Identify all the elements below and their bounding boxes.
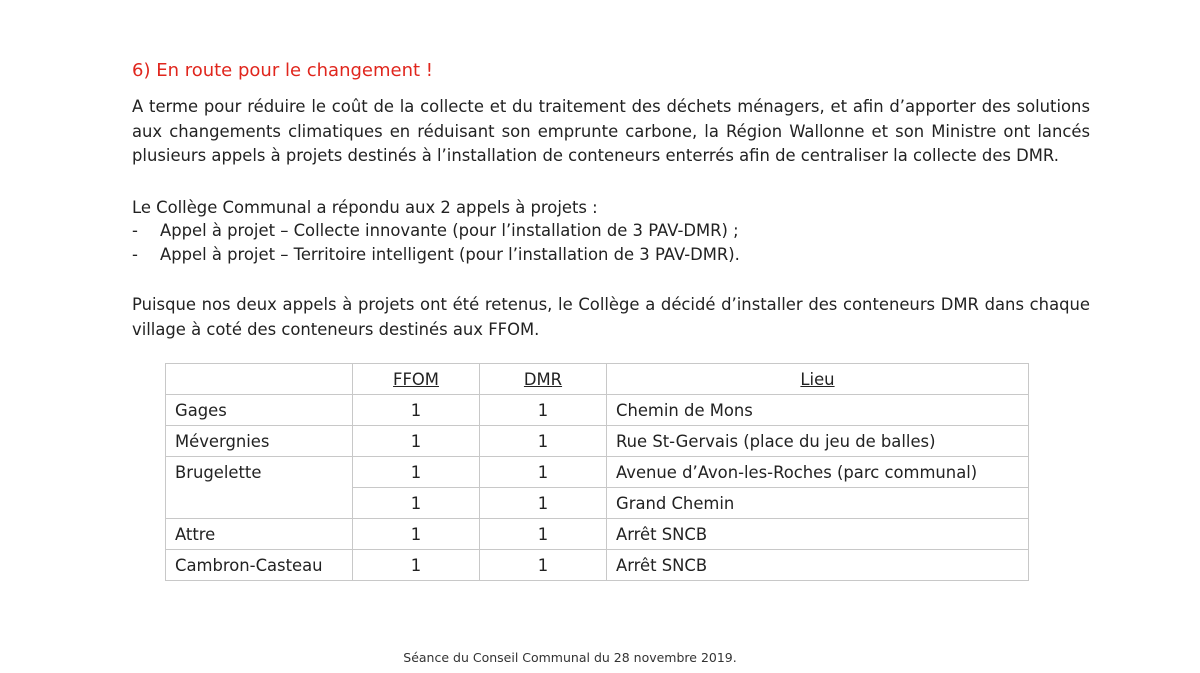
cell-ffom: 1 (353, 395, 480, 426)
cell-village: Brugelette (166, 457, 353, 519)
header-village (166, 364, 353, 395)
cell-lieu: Arrêt SNCB (607, 519, 1029, 550)
table-row (166, 519, 1029, 550)
cell-dmr: 1 (480, 488, 607, 519)
bullet-dash: - (132, 245, 138, 264)
bullet-item (132, 243, 740, 268)
table-header-row (166, 364, 1029, 395)
cell-lieu: Rue St-Gervais (place du jeu de balles) (607, 426, 1029, 457)
bullet-text: Appel à projet – Territoire intelligent (pour l’installation de 3 PAV-DMR). (160, 245, 740, 264)
cell-lieu: Chemin de Mons (607, 395, 1029, 426)
table-row (166, 426, 1029, 457)
section-heading: 6) En route pour le changement ! (132, 60, 433, 81)
table-row (166, 457, 1029, 488)
cell-lieu: Avenue d’Avon-les-Roches (parc communal) (607, 457, 1029, 488)
table-row (166, 395, 1029, 426)
cell-village: Gages (166, 395, 353, 426)
cell-lieu: Arrêt SNCB (607, 550, 1029, 581)
table-row (166, 550, 1029, 581)
page-footer: Séance du Conseil Communal du 28 novembre 2019. (403, 650, 737, 665)
cell-village: Cambron-Casteau (166, 550, 353, 581)
bullet-text: Appel à projet – Collecte innovante (pour l’installation de 3 PAV-DMR) ; (160, 221, 739, 240)
cell-ffom: 1 (353, 550, 480, 581)
cell-dmr: 1 (480, 550, 607, 581)
cell-dmr: 1 (480, 457, 607, 488)
cell-dmr: 1 (480, 519, 607, 550)
container-locations-table (165, 363, 1029, 581)
bullet-item (132, 219, 739, 244)
cell-dmr: 1 (480, 426, 607, 457)
cell-ffom: 1 (353, 457, 480, 488)
cell-ffom: 1 (353, 488, 480, 519)
header-dmr: DMR (480, 364, 607, 395)
bullet-dash: - (132, 221, 138, 240)
cell-ffom: 1 (353, 519, 480, 550)
cell-ffom: 1 (353, 426, 480, 457)
intro-paragraph: A terme pour réduire le coût de la collecte et du traitement des déchets ménagers, et afin d’apporter des solutions aux changements climatiques en réduisant son emprunte carbone, la Région Wallonne et son Ministre ont lancés plusieurs appels à projets destinés à l’installation de conteneurs enterrés afin de centraliser la collecte des DMR. (132, 97, 1090, 165)
cell-village: Attre (166, 519, 353, 550)
header-ffom: FFOM (353, 364, 480, 395)
cell-village: Mévergnies (166, 426, 353, 457)
cell-dmr: 1 (480, 395, 607, 426)
header-lieu: Lieu (607, 364, 1029, 395)
cell-lieu: Grand Chemin (607, 488, 1029, 519)
response-paragraph: Le Collège Communal a répondu aux 2 appels à projets : (132, 198, 598, 217)
decision-paragraph: Puisque nos deux appels à projets ont été retenus, le Collège a décidé d’installer des conteneurs DMR dans chaque village à coté des conteneurs destinés aux FFOM. (132, 295, 1090, 339)
